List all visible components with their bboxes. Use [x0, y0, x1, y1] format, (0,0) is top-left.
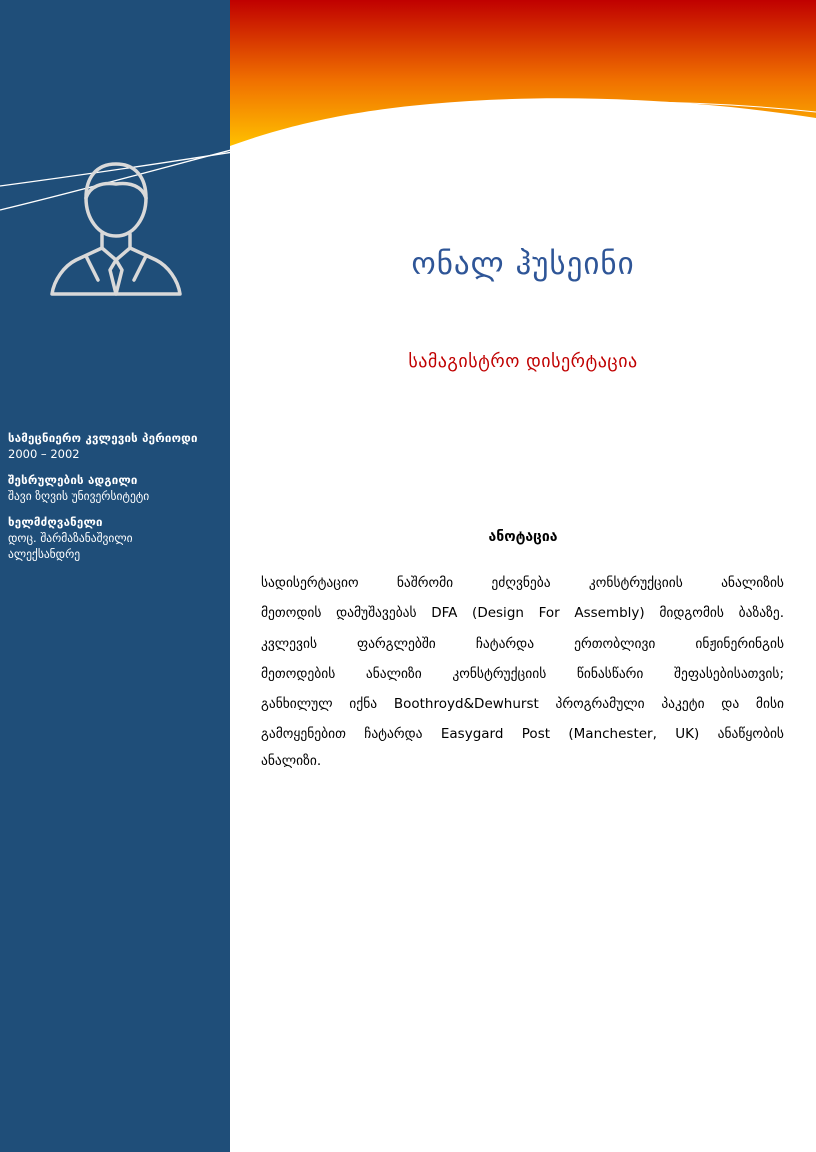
abstract-last-line: ანალიზი.: [261, 753, 322, 769]
abstract-line: განხილულ იქნა Boothroyd&Dewhurst პროგრამული პაკეტი და მისი: [261, 696, 784, 713]
supervisor-block: [8, 514, 226, 562]
abstract-body: [261, 568, 784, 750]
abstract-line: მეთოდების ანალიზი კონსტრუქციის წინასწარი შეფასებისათვის;: [261, 665, 784, 682]
research-period-label: სამეცნიერო კვლევის პერიოდი: [8, 431, 198, 445]
abstract-line: სადისერტაციო ნაშრომი ეძღვნება კონსტრუქციის ანალიზის: [261, 575, 784, 591]
supervisor-value-line2: ალექსანდრე: [8, 547, 81, 561]
place-label: შესრულების ადგილი: [8, 473, 138, 487]
place-value: შავი ზღვის უნივერსიტეტი: [8, 489, 150, 503]
document-type: სამაგისტრო დისერტაცია: [408, 351, 638, 372]
abstract-line: კვლევის ფარგლებში ჩატარდა ერთობლივი ინჟინერინგის: [261, 635, 784, 652]
author-name: ონალ ჰუსეინი: [411, 246, 635, 282]
abstract-line: გამოყენებით ჩატარდა Easygard Post (Manchester, UK) ანაწყობის: [261, 726, 784, 743]
person-silhouette-icon: [46, 156, 186, 298]
abstract-line: მეთოდის დამუშავებას DFA (Design For Assembly) მიდგომის ბაზაზე.: [261, 605, 784, 622]
research-period-value: 2000 – 2002: [8, 447, 80, 461]
supervisor-label: ხელმძღვანელი: [8, 515, 103, 529]
abstract-title: ანოტაცია: [488, 529, 558, 545]
supervisor-value-line1: დოც. შარმაზანაშვილი: [8, 531, 133, 545]
research-period-block: [8, 430, 226, 462]
sidebar-info: [8, 430, 226, 572]
place-block: [8, 472, 226, 504]
